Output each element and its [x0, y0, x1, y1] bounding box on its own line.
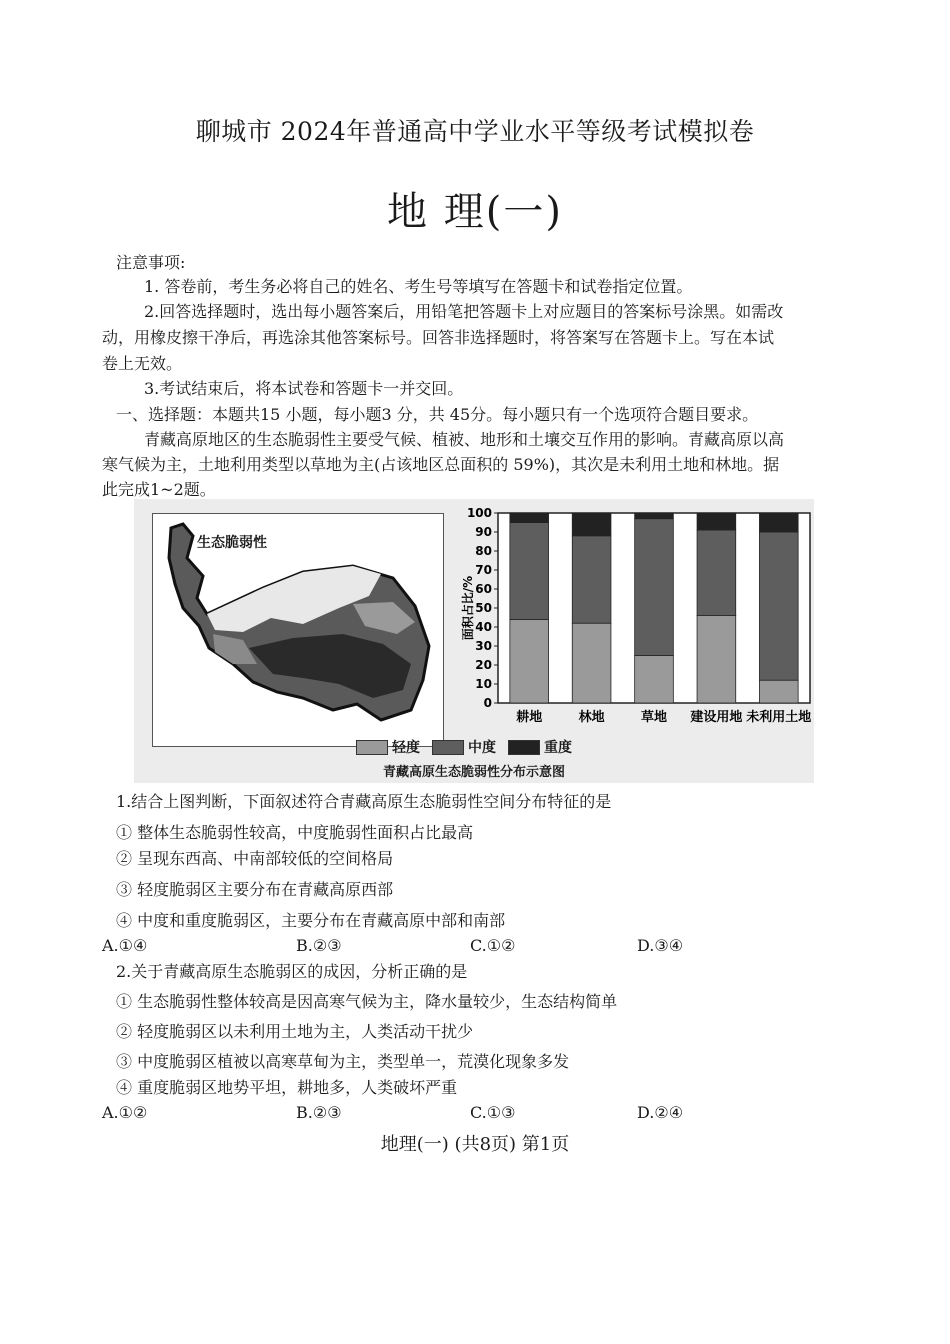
legend-label: 重度	[544, 740, 572, 756]
y-axis-label: 面积占比/%	[461, 575, 475, 641]
q1-option-b[interactable]: B.②③	[296, 936, 342, 955]
y-tick-label: 40	[475, 620, 492, 634]
y-tick-label: 60	[475, 582, 492, 596]
bar-segment-moderate	[697, 530, 736, 616]
q2-item: ② 轻度脆弱区以未利用土地为主，人类活动干扰少	[116, 1022, 474, 1041]
figure	[134, 499, 814, 783]
vulnerability-map	[152, 513, 444, 747]
map-title: 生态脆弱性	[197, 535, 267, 551]
q2-option-d[interactable]: D.②④	[637, 1103, 684, 1122]
bar-segment-severe	[759, 513, 798, 532]
legend-label: 中度	[468, 740, 496, 756]
x-tick-label: 草地	[640, 710, 668, 725]
passage-line: 寒气候为主，土地利用类型以草地为主(占该地区总面积的 59%)，其次是未利用土地和林地。据	[102, 455, 780, 474]
y-tick-label: 0	[483, 696, 492, 710]
bar-segment-light	[572, 623, 611, 703]
bar-segment-light	[697, 616, 736, 703]
y-tick-label: 50	[475, 601, 492, 615]
q1-option-d[interactable]: D.③④	[637, 936, 684, 955]
bar-segment-severe	[572, 513, 611, 536]
q1-item: ② 呈现东西高、中南部较低的空间格局	[116, 849, 394, 868]
y-tick-label: 10	[475, 677, 492, 691]
notice-line: 动，用橡皮擦干净后，再选涂其他答案标号。回答非选择题时，将答案写在答题卡上。写在本试	[102, 328, 775, 347]
bar-segment-severe	[510, 513, 549, 523]
page-footer: 地理(一) (共8页) 第1页	[380, 1134, 570, 1155]
subject-title: 地 理(一)	[387, 189, 563, 235]
y-tick-label: 90	[475, 525, 492, 539]
legend-item-severe	[508, 737, 572, 757]
notice-line: 卷上无效。	[102, 354, 183, 373]
legend-item-light	[356, 737, 420, 757]
q2-option-b[interactable]: B.②③	[296, 1103, 342, 1122]
y-tick-label: 100	[466, 506, 492, 520]
notice-line: 2.回答选择题时，选出每小题答案后，用铅笔把答题卡上对应题目的答案标号涂黑。如需改	[144, 302, 784, 321]
q2-option-a[interactable]: A.①②	[102, 1103, 148, 1122]
y-tick-label: 30	[475, 639, 492, 653]
legend-swatch-moderate	[432, 740, 464, 755]
legend-swatch-severe	[508, 740, 540, 755]
chart-legend	[356, 737, 572, 757]
stacked-bar-chart	[452, 503, 814, 735]
bar-segment-moderate	[759, 532, 798, 680]
section-heading: 一、选择题：本题共15 小题，每小题3 分，共 45分。每小题只有一个选项符合题目要求。	[116, 405, 759, 424]
passage-line: 此完成1~2题。	[102, 480, 216, 499]
figure-caption: 青藏高原生态脆弱性分布示意图	[382, 765, 565, 780]
q1-item: ① 整体生态脆弱性较高，中度脆弱性面积占比最高	[116, 823, 474, 842]
bar-segment-moderate	[510, 523, 549, 620]
q2-option-c[interactable]: C.①③	[470, 1103, 516, 1122]
notice-line: 1. 答卷前，考生务必将自己的姓名、考生号等填写在答题卡和试卷指定位置。	[144, 277, 693, 296]
legend-item-moderate	[432, 737, 496, 757]
bar-segment-light	[635, 656, 674, 704]
y-tick-label: 70	[475, 563, 492, 577]
y-tick-label: 20	[475, 658, 492, 672]
q2-item: ④ 重度脆弱区地势平坦，耕地多，人类破坏严重	[116, 1078, 458, 1097]
legend-swatch-light	[356, 740, 388, 755]
x-tick-label: 未利用土地	[746, 710, 812, 725]
passage-line: 青藏高原地区的生态脆弱性主要受气候、植被、地形和土壤交互作用的影响。青藏高原以高	[144, 430, 785, 449]
bar-segment-severe	[697, 513, 736, 530]
legend-label: 轻度	[392, 740, 420, 756]
q1-stem: 1.结合上图判断，下面叙述符合青藏高原生态脆弱性空间分布特征的是	[116, 792, 612, 811]
notice-heading: 注意事项:	[116, 253, 186, 272]
q1-option-c[interactable]: C.①②	[470, 936, 516, 955]
bar-segment-moderate	[572, 536, 611, 623]
bar-segment-severe	[635, 513, 674, 519]
bar-segment-light	[510, 619, 549, 703]
q1-item: ③ 轻度脆弱区主要分布在青藏高原西部	[116, 880, 394, 899]
q2-item: ③ 中度脆弱区植被以高寒草甸为主，类型单一，荒漠化现象多发	[116, 1052, 570, 1071]
notice-line: 3.考试结束后，将本试卷和答题卡一并交回。	[144, 379, 464, 398]
y-tick-label: 80	[475, 544, 492, 558]
x-tick-label: 林地	[578, 710, 605, 725]
x-tick-label: 耕地	[516, 710, 543, 725]
q2-item: ① 生态脆弱性整体较高是因高寒气候为主，降水量较少，生态结构简单	[116, 992, 618, 1011]
bar-segment-light	[759, 680, 798, 703]
bar-segment-moderate	[635, 519, 674, 656]
q2-stem: 2.关于青藏高原生态脆弱区的成因，分析正确的是	[116, 962, 468, 981]
x-tick-label: 建设用地	[690, 710, 743, 725]
q1-option-a[interactable]: A.①④	[102, 936, 148, 955]
chart-panel	[452, 503, 814, 735]
q1-item: ④ 中度和重度脆弱区，主要分布在青藏高原中部和南部	[116, 911, 506, 930]
exam-title: 聊城市 2024年普通高中学业水平等级考试模拟卷	[195, 117, 755, 146]
